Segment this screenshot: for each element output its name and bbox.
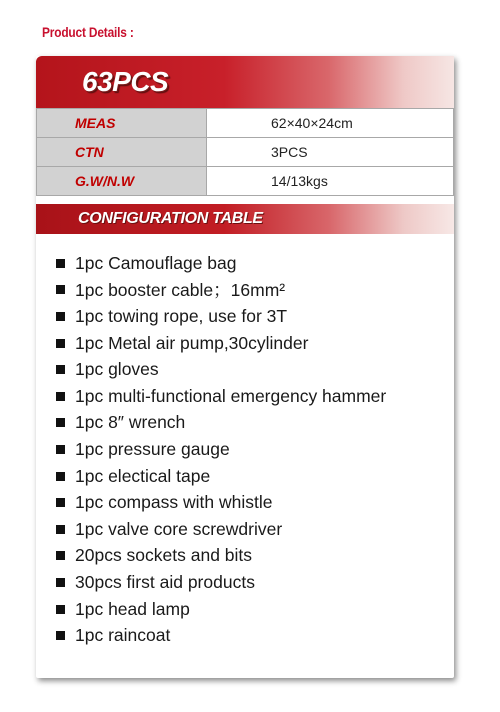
list-item xyxy=(56,489,386,516)
list-item xyxy=(56,543,386,570)
square-bullet-icon xyxy=(56,631,65,640)
list-item xyxy=(56,383,386,410)
list-item xyxy=(56,596,386,623)
list-item xyxy=(56,303,386,330)
list-item-text: 1pc gloves xyxy=(75,359,159,380)
square-bullet-icon xyxy=(56,551,65,560)
spec-label: G.W/N.W xyxy=(37,167,207,196)
square-bullet-icon xyxy=(56,498,65,507)
list-item-text: 1pc towing rope, use for 3T xyxy=(75,305,288,326)
square-bullet-icon xyxy=(56,312,65,321)
spec-value: 14/13kgs xyxy=(207,167,454,196)
square-bullet-icon xyxy=(56,285,65,294)
configuration-header xyxy=(36,204,454,234)
spec-table xyxy=(36,108,454,196)
list-item-text: 30pcs first aid products xyxy=(75,571,255,592)
spec-row xyxy=(37,138,454,167)
page-title: Product Details : xyxy=(42,24,134,40)
product-card xyxy=(36,56,454,678)
list-item-text: 20pcs sockets and bits xyxy=(75,545,253,566)
square-bullet-icon xyxy=(56,578,65,587)
configuration-list xyxy=(56,250,386,649)
list-item xyxy=(56,250,386,277)
list-item-text: 1pc Camouflage bag xyxy=(75,252,237,273)
square-bullet-icon xyxy=(56,445,65,454)
square-bullet-icon xyxy=(56,605,65,614)
list-item xyxy=(56,463,386,490)
list-item xyxy=(56,622,386,649)
list-item-text: 1pc raincoat xyxy=(75,625,171,646)
list-item xyxy=(56,277,386,304)
list-item-text: 1pc 8″ wrench xyxy=(75,412,186,433)
list-item-text: 1pc Metal air pump,30cylinder xyxy=(75,332,309,353)
list-item xyxy=(56,436,386,463)
spec-label: MEAS xyxy=(37,109,207,138)
list-item-text: 1pc pressure gauge xyxy=(75,438,230,459)
configuration-title: CONFIGURATION TABLE xyxy=(78,210,263,227)
spec-row xyxy=(37,167,454,196)
spec-value: 3PCS xyxy=(207,138,454,167)
square-bullet-icon xyxy=(56,472,65,481)
product-code: 63PCS xyxy=(82,66,169,97)
list-item-text: 1pc compass with whistle xyxy=(75,492,273,513)
product-banner xyxy=(36,56,454,108)
square-bullet-icon xyxy=(56,418,65,427)
square-bullet-icon xyxy=(56,392,65,401)
list-item-text: 1pc valve core screwdriver xyxy=(75,518,283,539)
list-item xyxy=(56,330,386,357)
square-bullet-icon xyxy=(56,259,65,268)
spec-value: 62×40×24cm xyxy=(207,109,454,138)
list-item xyxy=(56,569,386,596)
list-item-text: 1pc head lamp xyxy=(75,598,190,619)
list-item-text: 1pc booster cable；16mm² xyxy=(75,280,286,301)
square-bullet-icon xyxy=(56,365,65,374)
square-bullet-icon xyxy=(56,525,65,534)
list-item xyxy=(56,410,386,437)
spec-label: CTN xyxy=(37,138,207,167)
spec-row xyxy=(37,109,454,138)
list-item xyxy=(56,356,386,383)
list-item-text: 1pc multi-functional emergency hammer xyxy=(75,385,387,406)
square-bullet-icon xyxy=(56,339,65,348)
list-item xyxy=(56,516,386,543)
list-item-text: 1pc electical tape xyxy=(75,465,211,486)
